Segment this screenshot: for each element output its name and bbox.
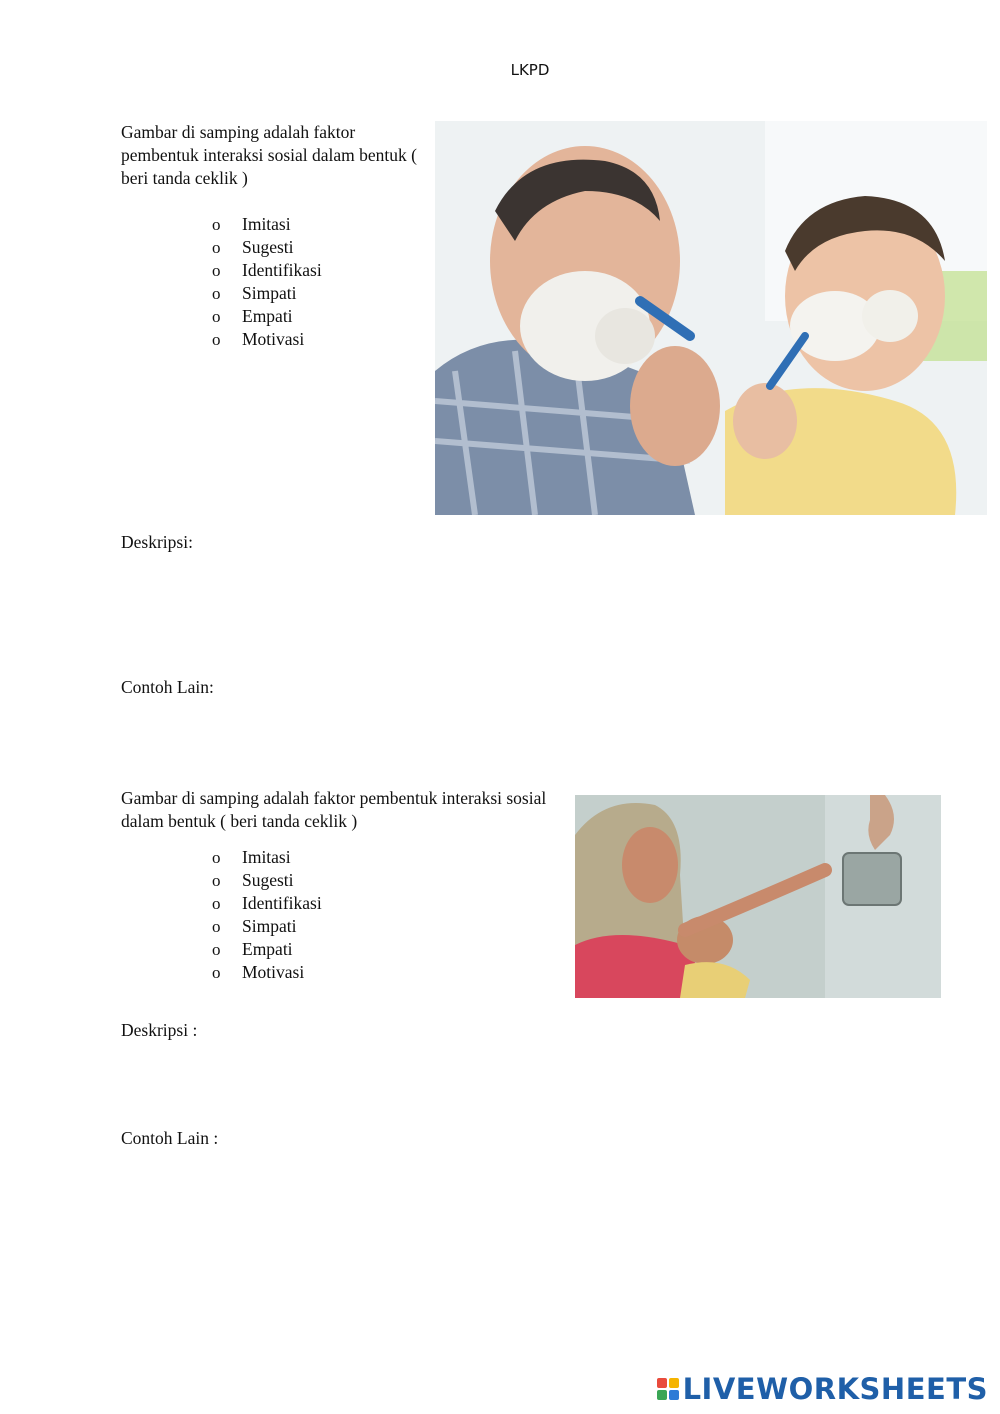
radio-bullet[interactable]: o bbox=[212, 238, 221, 257]
option-label: Motivasi bbox=[242, 329, 305, 349]
radio-bullet[interactable]: o bbox=[212, 307, 221, 326]
option-motivasi[interactable] bbox=[212, 328, 322, 351]
question-1-prompt: Gambar di samping adalah faktor pembentuk interaksi sosial dalam bentuk ( beri tanda ceklik ) bbox=[121, 122, 417, 188]
logo-square-blue bbox=[669, 1390, 679, 1400]
option-label: Imitasi bbox=[242, 847, 291, 867]
logo-square-green bbox=[657, 1390, 667, 1400]
option-empati[interactable] bbox=[212, 938, 322, 961]
radio-bullet[interactable]: o bbox=[212, 330, 221, 349]
father-son-illustration bbox=[435, 121, 987, 515]
radio-bullet[interactable]: o bbox=[212, 215, 221, 234]
radio-bullet[interactable]: o bbox=[212, 963, 221, 982]
option-sugesti[interactable] bbox=[212, 869, 322, 892]
photo-father-son-shaving bbox=[435, 121, 987, 515]
question-2-prompt: Gambar di samping adalah faktor pembentuk interaksi sosial dalam bentuk ( beri tanda ceklik ) bbox=[121, 788, 547, 831]
option-label: Identifikasi bbox=[242, 893, 322, 913]
radio-bullet[interactable]: o bbox=[212, 940, 221, 959]
option-simpati[interactable] bbox=[212, 282, 322, 305]
option-label: Sugesti bbox=[242, 237, 294, 257]
liveworksheets-brand bbox=[657, 1372, 988, 1406]
option-sugesti[interactable] bbox=[212, 236, 322, 259]
option-identifikasi[interactable] bbox=[212, 892, 322, 915]
option-label: Simpati bbox=[242, 916, 297, 936]
option-label: Empati bbox=[242, 306, 293, 326]
description-label-2: Deskripsi : bbox=[121, 1020, 198, 1040]
logo-square-yellow bbox=[669, 1378, 679, 1388]
option-imitasi[interactable] bbox=[212, 846, 322, 869]
option-identifikasi[interactable] bbox=[212, 259, 322, 282]
option-imitasi[interactable] bbox=[212, 213, 322, 236]
option-label: Imitasi bbox=[242, 214, 291, 234]
radio-bullet[interactable]: o bbox=[212, 917, 221, 936]
radio-bullet[interactable]: o bbox=[212, 261, 221, 280]
option-simpati[interactable] bbox=[212, 915, 322, 938]
option-label: Empati bbox=[242, 939, 293, 959]
option-label: Simpati bbox=[242, 283, 297, 303]
question-2-options bbox=[212, 846, 322, 984]
photo-giving-to-beggar bbox=[575, 795, 941, 998]
question-1-options bbox=[212, 213, 322, 351]
radio-bullet[interactable]: o bbox=[212, 848, 221, 867]
radio-bullet[interactable]: o bbox=[212, 871, 221, 890]
radio-bullet[interactable]: o bbox=[212, 894, 221, 913]
liveworksheets-logo-icon bbox=[657, 1378, 679, 1400]
radio-bullet[interactable]: o bbox=[212, 284, 221, 303]
logo-square-red bbox=[657, 1378, 667, 1388]
other-example-label-1: Contoh Lain: bbox=[121, 677, 214, 697]
option-label: Sugesti bbox=[242, 870, 294, 890]
option-motivasi[interactable] bbox=[212, 961, 322, 984]
option-label: Motivasi bbox=[242, 962, 305, 982]
page-title: LKPD bbox=[510, 61, 550, 79]
brand-text: LIVEWORKSHEETS bbox=[682, 1372, 988, 1406]
other-example-label-2: Contoh Lain : bbox=[121, 1128, 219, 1148]
option-empati[interactable] bbox=[212, 305, 322, 328]
option-label: Identifikasi bbox=[242, 260, 322, 280]
beggar-illustration bbox=[575, 795, 941, 998]
description-label-1: Deskripsi: bbox=[121, 532, 193, 552]
